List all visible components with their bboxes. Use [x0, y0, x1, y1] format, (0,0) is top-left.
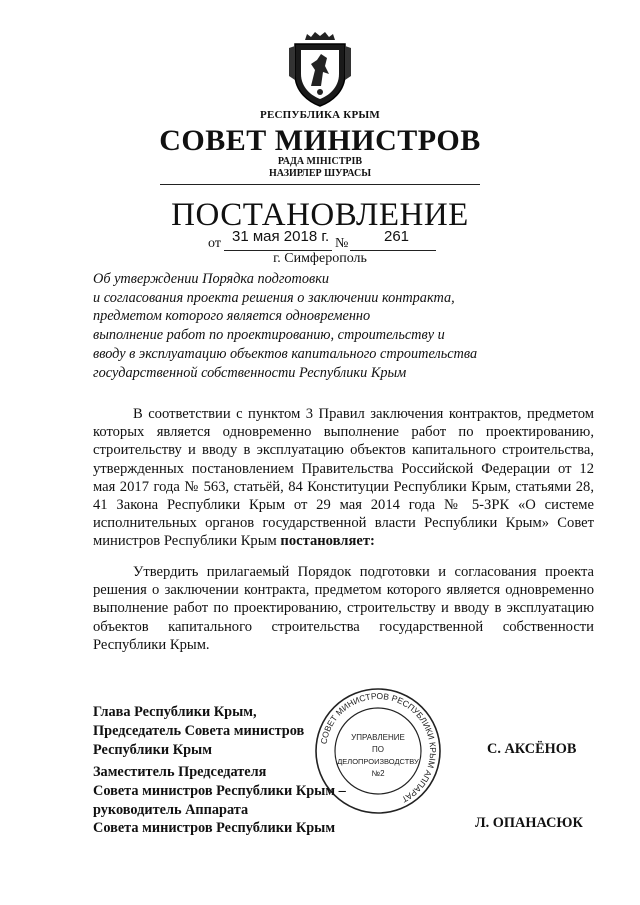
header-divider	[160, 184, 480, 185]
signatory-title-line: Республики Крым	[93, 741, 212, 758]
signatory-title-line: Совета министров Республики Крым	[93, 820, 336, 837]
subject-line: предметом которого является одновременно	[93, 308, 371, 325]
subject-line: выполнение работ по проектированию, строительству и	[93, 327, 445, 344]
decree-keyword: постановляет:	[280, 533, 375, 550]
date-label: от	[208, 236, 221, 251]
council-title-ua: РАДА МІНІСТРІВ	[277, 156, 363, 167]
subject-line: государственной собственности Республики Крым	[93, 364, 407, 381]
body-paragraph-1	[93, 405, 594, 551]
subject-line: и согласования проекта решения о заключении контракта,	[93, 289, 455, 306]
city: г. Симферополь	[273, 251, 367, 266]
number-value: 261	[384, 228, 410, 245]
stamp-line-4: №2	[371, 769, 385, 778]
signature-block-2	[93, 763, 346, 838]
subject-line: Об утверждении Порядка подготовки	[93, 271, 330, 287]
paragraph-text: В соответствии с пунктом 3 Правил заключения контрактов, предметом которых является одновременно выполнение работ по проектированию, строительству и вводу в эксплуатацию объектов капитального строительства, утвержденных постановлением Правительства Российской Федерации от 12 мая 2017 года № 563, статьёй, 84 Конституции Республики Крым, статьями 28, 41 Закона Республики Крым от 29 мая 2014 года № 5-ЗРК «О системе исполнительных органов государственной власти Республики Крым» Совет министров Республики Крым	[93, 406, 594, 550]
signature-block-1	[93, 703, 304, 759]
stamp-ring-text: СОВЕТ МИНИСТРОВ РЕСПУБЛИКИ КРЫМ АППАРАТ	[318, 690, 439, 805]
body-paragraph-2: Утвердить прилагаемый Порядок подготовки и согласования проекта решения о заключении контракта, предметом которого является одновременно выполнение работ по проектированию, строительству и вводу в эксплуатацию объектов капитального строительства государственной собственности Республики Крым.	[93, 564, 594, 653]
stamp-line-1: УПРАВЛЕНИЕ	[351, 733, 405, 742]
signatory-name-1: С. АКСЁНОВ	[487, 741, 577, 757]
date-value: 31 мая 2018 г.	[232, 228, 330, 245]
signatory-title-line: руководитель Аппарата	[93, 801, 249, 818]
document-subject	[93, 270, 533, 382]
signatory-title-line: Председатель Совета министров	[93, 722, 305, 739]
signatory-title-line: Глава Республики Крым,	[93, 704, 257, 720]
council-title-crh: НАЗИРЛЕР ШУРАСЫ	[268, 168, 372, 179]
signatory-title-line: Заместитель Председателя	[93, 764, 267, 780]
document-type: ПОСТАНОВЛЕНИЕ	[171, 197, 469, 233]
crimea-coat-of-arms-icon	[285, 30, 355, 108]
republic-name: РЕСПУБЛИКА КРЫМ	[260, 109, 380, 121]
signatory-name-2: Л. ОПАНАСЮК	[475, 815, 583, 831]
stamp-line-2: ПО	[372, 745, 384, 754]
signatory-title-line: Совета министров Республики Крым –	[93, 782, 346, 799]
subject-line: вводу в эксплуатацию объектов капитального строительства	[93, 345, 478, 362]
stamp-line-3: ДЕЛОПРОИЗВОДСТВУ	[337, 757, 419, 766]
number-label: №	[335, 236, 349, 251]
council-title: СОВЕТ МИНИСТРОВ	[159, 124, 481, 157]
